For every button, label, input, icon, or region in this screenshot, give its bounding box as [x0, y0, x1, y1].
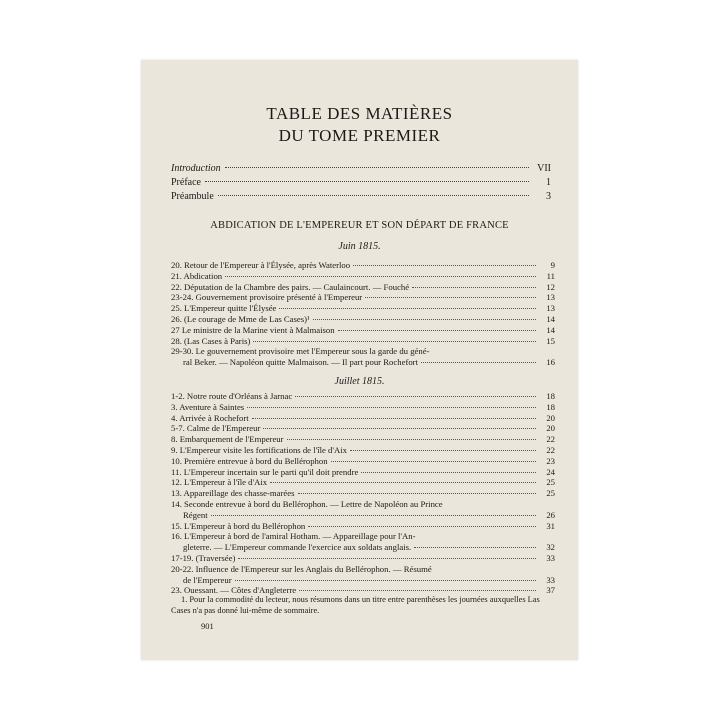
toc-entry — [171, 467, 555, 478]
july-entries — [171, 391, 555, 596]
toc-entry-page: 20 — [546, 412, 555, 423]
toc-entry — [171, 346, 555, 357]
toc-entry-label: 25. L'Empereur quitte l'Élysée — [171, 303, 277, 314]
toc-entry-label: 20-22. Influence de l'Empereur sur les Anglais du Bellérophon. — Résumé — [171, 563, 432, 574]
toc-entry-page: 15 — [546, 335, 555, 346]
toc-entry — [171, 357, 555, 368]
toc-entry — [171, 575, 555, 586]
toc-entry-page: 16 — [546, 357, 555, 368]
toc-entry-label: 4. Arrivée à Rochefort — [171, 412, 249, 423]
toc-entry-label: 17-19. (Traversée) — [171, 552, 236, 563]
prelim-introduction: Introduction VII — [171, 163, 551, 174]
toc-entry — [171, 391, 555, 402]
toc-entry — [171, 531, 555, 542]
toc-entry-label: 14. Seconde entrevue à bord du Bellérophon. — Lettre de Napoléon au Prince — [171, 498, 443, 509]
toc-entry-page: 22 — [546, 444, 555, 455]
toc-entry — [171, 413, 555, 424]
toc-entry — [171, 303, 555, 314]
toc-entry — [171, 271, 555, 282]
toc-entry-label: 13. Appareillage des chasse-marées — [171, 488, 295, 499]
book-page — [141, 60, 578, 660]
section-title: ABDICATION DE L'EMPEREUR ET SON DÉPART DE FRANCE — [210, 220, 509, 231]
june-entries — [171, 260, 555, 368]
toc-entry-label: ral Beker. — Napoléon quitte Malmaison. — Il part pour Rochefort — [183, 357, 418, 368]
toc-entry-label: 9. L'Empereur visite les fortifications de l'île d'Aix — [171, 444, 347, 455]
toc-entry — [171, 325, 555, 336]
toc-entry-label: 12. L'Empereur à l'île d'Aix — [171, 477, 268, 488]
toc-entry-page: 24 — [546, 466, 555, 477]
toc-entry-page: 26 — [546, 509, 555, 520]
toc-entry-page: 31 — [546, 520, 555, 531]
toc-entry-page: 37 — [546, 585, 555, 596]
toc-entry-label: 22. Députation de la Chambre des pairs. — Caulaincourt. — Fouché — [171, 281, 410, 292]
toc-entry-page: 25 — [546, 477, 555, 488]
toc-entry — [171, 477, 555, 488]
toc-entry-page: 14 — [546, 313, 555, 324]
toc-entry-label: de l'Empereur — [183, 574, 232, 585]
toc-entry — [171, 564, 555, 575]
toc-entry-label: 11. L'Empereur incertain sur le parti qu'il doit prendre — [171, 466, 359, 477]
month-heading-july: Juillet 1815. — [334, 376, 385, 387]
toc-entry-page: 9 — [550, 260, 555, 270]
toc-entry-label: 10. Première entrevue à bord du Bellérophon — [171, 455, 328, 466]
prelim-preface: Préface 1 — [171, 177, 551, 188]
toc-entry-page: 32 — [546, 542, 555, 553]
toc-entry — [171, 456, 555, 467]
toc-entry — [171, 488, 555, 499]
toc-entry-label: 15. L'Empereur à bord du Bellérophon — [171, 520, 306, 531]
toc-entry-page: 13 — [546, 292, 555, 303]
toc-entry-label: gleterre. — L'Empereur commande l'exercice aux soldats anglais. — [183, 542, 412, 553]
toc-entry — [171, 292, 555, 303]
toc-entry — [171, 423, 555, 434]
toc-subtitle: DU TOME PREMIER — [278, 126, 441, 145]
toc-entry-page: 18 — [546, 401, 555, 412]
toc-entry-page: 20 — [546, 423, 555, 434]
toc-entry-label: Régent — [183, 509, 208, 520]
toc-entry-page: 25 — [546, 488, 555, 499]
toc-entry — [171, 314, 555, 325]
toc-entry-label: 16. L'Empereur à bord de l'amiral Hotham. — Appareillage pour l'An- — [171, 531, 416, 542]
toc-entry-page: 13 — [546, 303, 555, 314]
toc-entry-label: 28. (Las Cases à Paris) — [171, 335, 251, 346]
toc-entry — [171, 521, 555, 532]
toc-entry-label: 3. Aventure à Saintes — [171, 401, 245, 412]
toc-entry-label: 5-7. Calme de l'Empereur — [171, 423, 261, 434]
toc-entry-page: 18 — [546, 391, 555, 401]
toc-entry — [171, 434, 555, 445]
toc-entry — [171, 553, 555, 564]
toc-entry-label: 27 Le ministre de la Marine vient à Malmaison — [171, 324, 335, 335]
toc-entry — [171, 510, 555, 521]
toc-entry-label: 29-30. Le gouvernement provisoire met l'Empereur sous la garde du géné- — [171, 346, 430, 357]
toc-entry — [171, 336, 555, 347]
toc-entry-label: 26. (Le courage de Mme de Las Cases)¹ — [171, 313, 310, 324]
toc-entry-page: 33 — [546, 552, 555, 563]
toc-entry-label: 23. Ouessant. — Côtes d'Angleterre — [171, 585, 297, 596]
month-heading-june: Juin 1815. — [338, 241, 381, 252]
toc-entry-page: 33 — [546, 574, 555, 585]
prelim-preambule: Préambule 3 — [171, 191, 551, 202]
toc-entry-page: 22 — [546, 434, 555, 445]
toc-entry-label: 1-2. Notre route d'Orléans à Jarnac — [171, 391, 293, 401]
toc-entry-page: 11 — [546, 270, 555, 281]
toc-entry-page: 14 — [546, 324, 555, 335]
toc-entry — [171, 402, 555, 413]
toc-entry — [171, 260, 555, 271]
footnote: 1. Pour la commodité du lecteur, nous résumons dans un titre entre parenthèses les journées auxquelles Las Cases n'a pas donné lui-même de sommaire. — [171, 595, 540, 615]
toc-entry — [171, 282, 555, 293]
page-number: 901 — [201, 621, 214, 631]
toc-title: TABLE DES MATIÈRES — [266, 104, 453, 123]
toc-entry-label: 8. Embarquement de l'Empereur — [171, 434, 284, 445]
toc-entry-label: 20. Retour de l'Empereur à l'Élysée, après Waterloo — [171, 260, 351, 270]
toc-entry — [171, 542, 555, 553]
toc-entry-label: 21. Abdication — [171, 270, 223, 281]
toc-entry-page: 23 — [546, 455, 555, 466]
toc-entry-page: 12 — [546, 281, 555, 292]
toc-entry-label: 23-24. Gouvernement provisoire présenté à l'Empereur — [171, 292, 363, 303]
toc-entry — [171, 499, 555, 510]
toc-entry — [171, 445, 555, 456]
